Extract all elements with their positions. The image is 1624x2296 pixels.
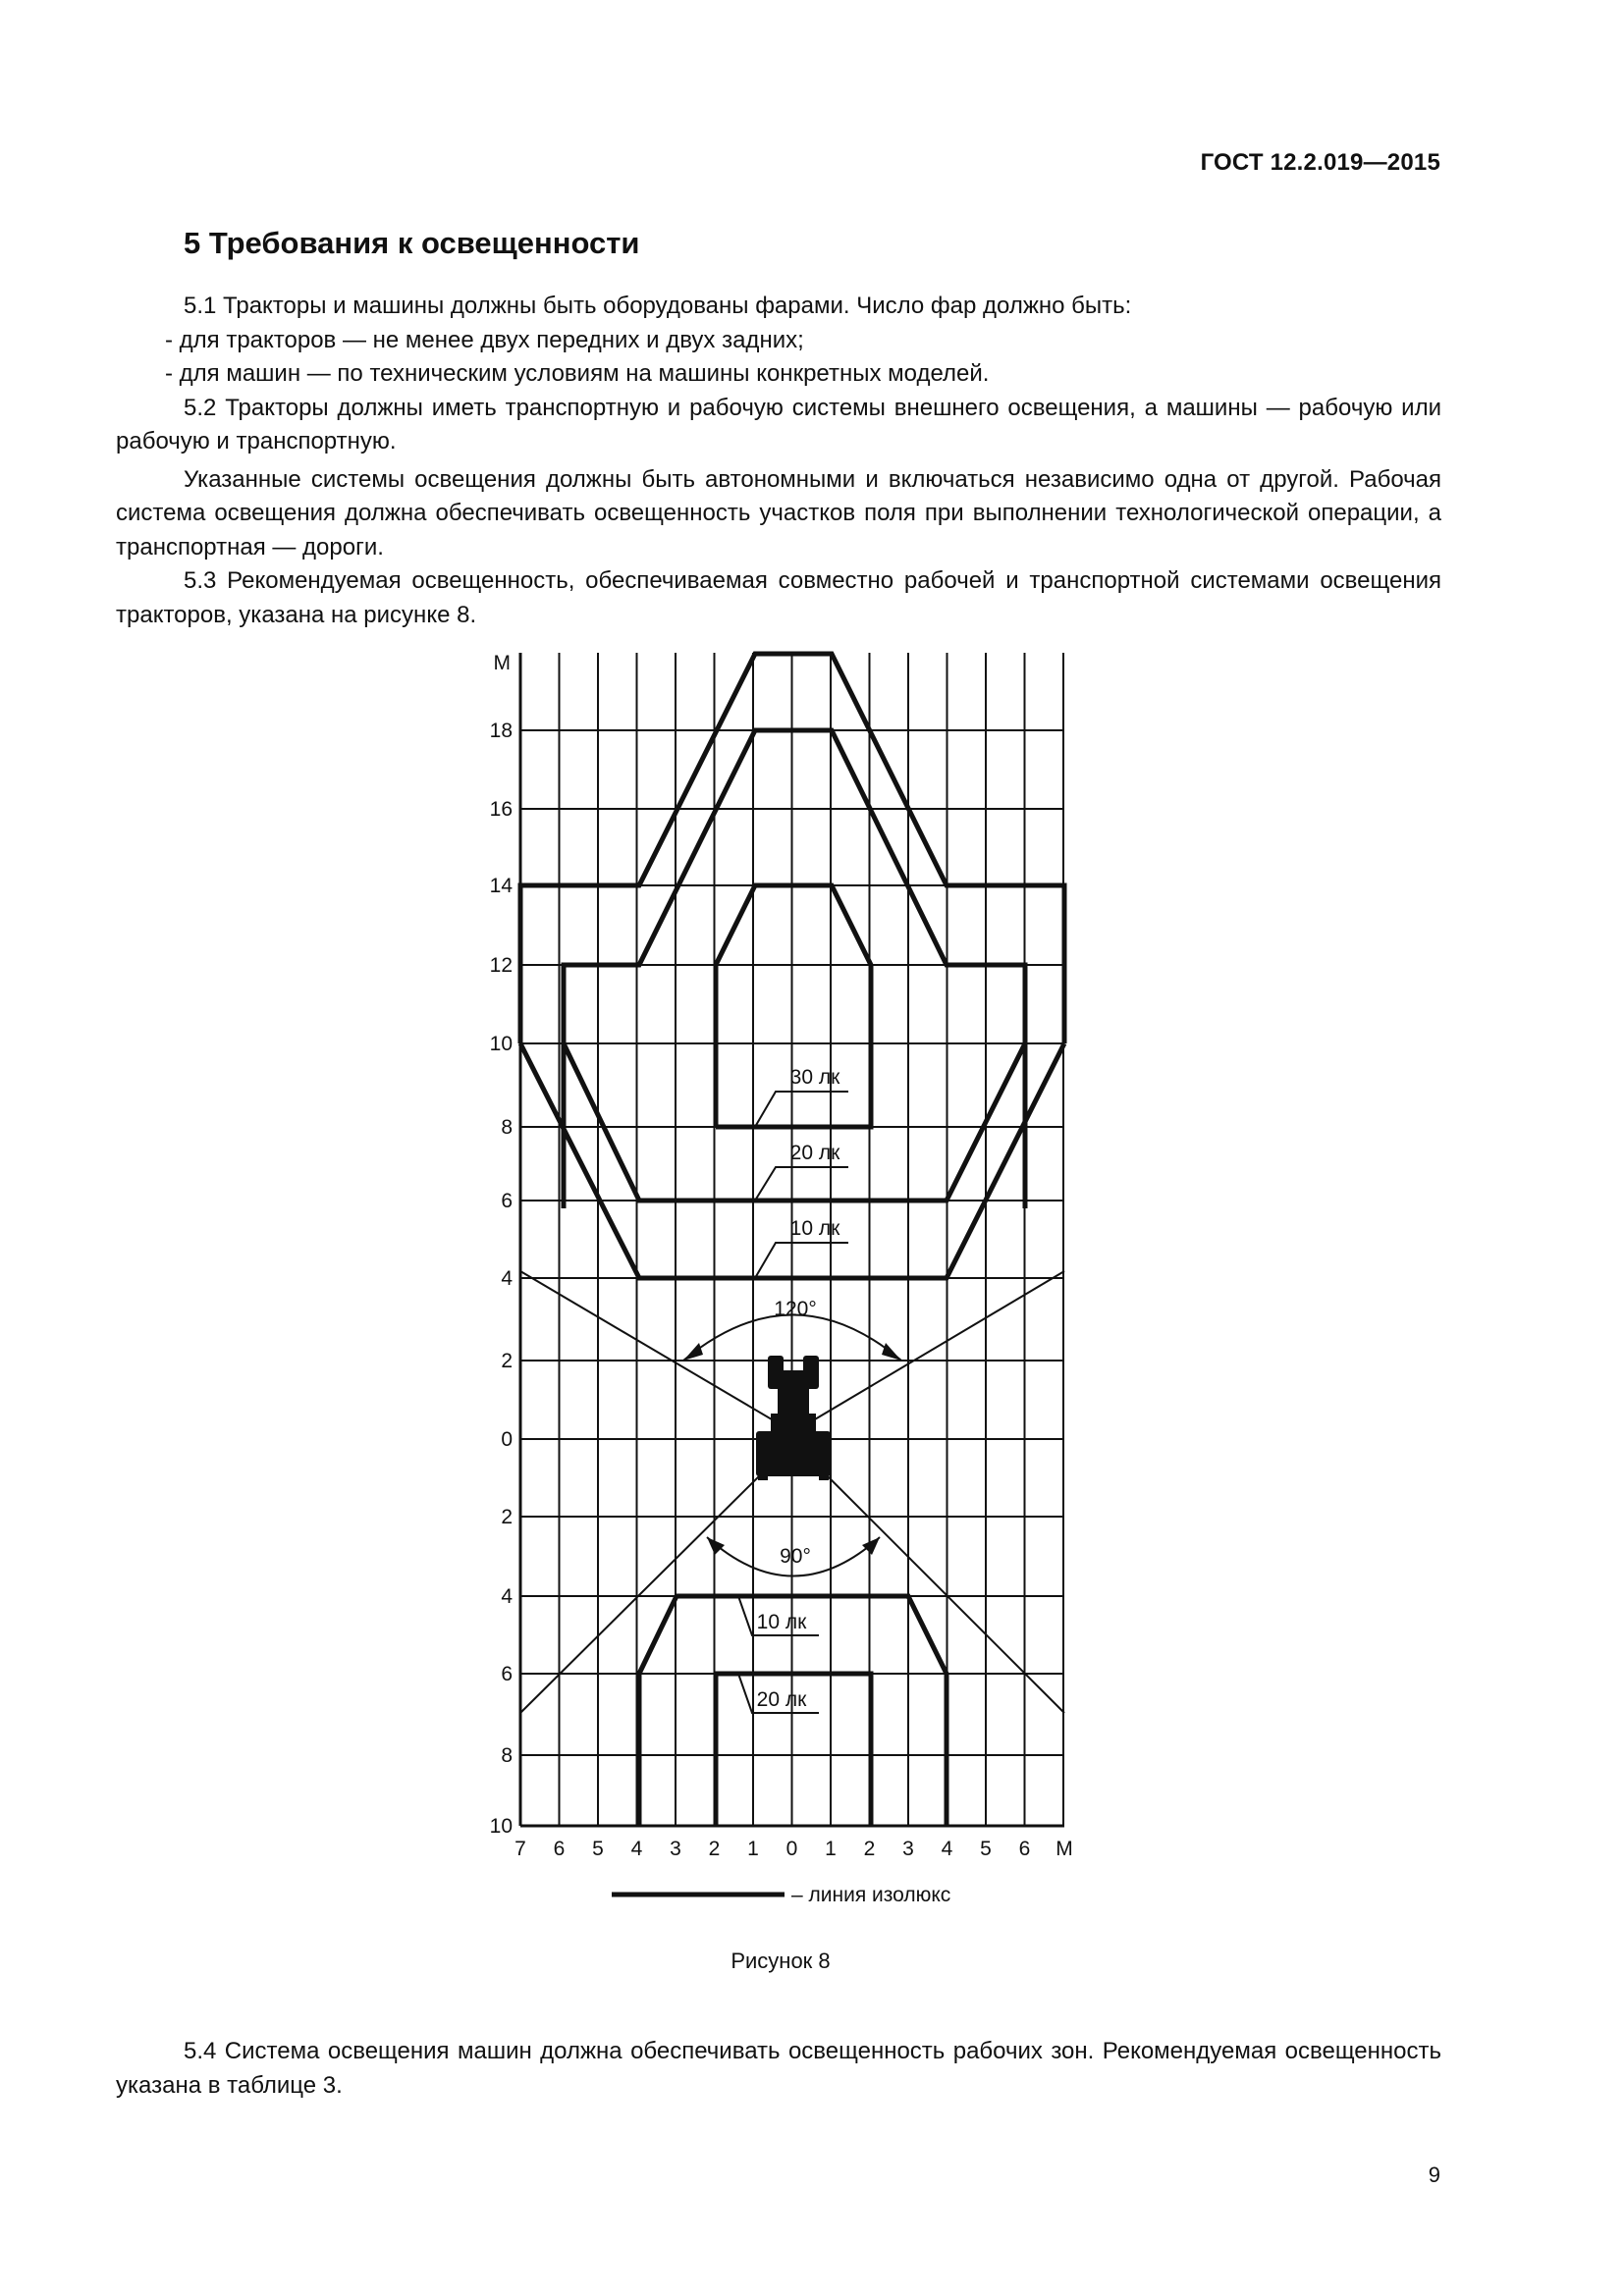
x-unit-label: М xyxy=(1056,1838,1073,1860)
list-item-machines: - для машин — по техническим условиям на машины конкретных моделей. xyxy=(165,360,990,387)
angle-rear-label: 90° xyxy=(780,1545,811,1568)
label-front-20-lux: 20 лк xyxy=(789,1142,840,1164)
x-tick-label: 2 xyxy=(708,1838,721,1860)
paragraph-5-2: 5.2 Тракторы должны иметь транспортную и рабочую системы внешнего освещения, а машины — рабочую или рабочую и транспортную. xyxy=(116,394,1441,454)
y-tick-label: 10 xyxy=(489,1815,513,1838)
y-tick-label: 16 xyxy=(489,798,513,821)
arc-arrowheads xyxy=(683,1343,901,1555)
paragraph-5-3: 5.3 Рекомендуемая освещенность, обеспечиваемая совместно рабочей и транспортной системами освещения тракторов, указана на рисунке 8. xyxy=(116,567,1441,628)
y-tick-label: 6 xyxy=(501,1190,513,1212)
paragraph-autonomous: Указанные системы освещения должны быть автономными и включаться независимо одна от другой. Рабочая система освещения должна обеспечивать освещенность участков поля при выполнении технологической операции, а транспортная — дороги. xyxy=(116,465,1441,561)
x-tick-label: 7 xyxy=(514,1838,526,1860)
isolux-front-outer-lower xyxy=(520,1043,1064,1278)
y-tick-label: 6 xyxy=(501,1663,513,1685)
legend-label: – линия изолюкс xyxy=(791,1884,951,1906)
list-item-tractors: - для тракторов — не менее двух передних и двух задних; xyxy=(165,326,804,353)
x-tick-label: 0 xyxy=(785,1838,798,1860)
isolux-front-middle-lower xyxy=(564,1043,1025,1201)
y-tick-label: 8 xyxy=(501,1744,513,1767)
paragraph-5-1: 5.1 Тракторы и машины должны быть оборудованы фарами. Число фар должно быть: xyxy=(184,293,1132,319)
label-rear-10-lux: 10 лк xyxy=(756,1611,807,1633)
y-unit-label: М xyxy=(493,652,511,674)
y-tick-label: 4 xyxy=(501,1585,513,1608)
x-tick-labels xyxy=(514,1838,1030,1860)
y-tick-label: 2 xyxy=(501,1506,513,1528)
page-number: 9 xyxy=(1428,2163,1440,2187)
body-text xyxy=(116,290,1441,632)
label-front-30-lux: 30 лк xyxy=(789,1066,840,1089)
x-tick-label: 4 xyxy=(630,1838,643,1860)
y-tick-label: 18 xyxy=(489,720,513,742)
isolux-rear-20 xyxy=(716,1674,871,1826)
x-tick-label: 6 xyxy=(553,1838,566,1860)
y-tick-labels xyxy=(490,720,514,1838)
angle-lines xyxy=(520,1271,1064,1713)
standard-code: ГОСТ 12.2.019—2015 xyxy=(1200,149,1440,176)
x-tick-label: 1 xyxy=(747,1838,759,1860)
x-tick-label: 1 xyxy=(825,1838,837,1860)
x-tick-label: 3 xyxy=(902,1838,914,1860)
y-tick-label: 10 xyxy=(489,1033,513,1055)
isolux-front-middle xyxy=(564,730,1025,1208)
y-tick-label: 2 xyxy=(501,1350,513,1372)
tractor-icon xyxy=(756,1356,831,1480)
y-tick-label: 12 xyxy=(489,954,513,977)
isolux-front-outer xyxy=(520,654,1064,1043)
grid xyxy=(520,653,1064,1826)
x-tick-label: 5 xyxy=(592,1838,604,1860)
body-text-after xyxy=(116,2035,1441,2103)
angle-arcs xyxy=(683,1315,901,1576)
isolux-lines xyxy=(520,654,1064,1826)
label-front-10-lux: 10 лк xyxy=(789,1217,840,1240)
y-tick-label: 14 xyxy=(489,875,513,897)
x-tick-label: 4 xyxy=(941,1838,953,1860)
y-tick-label: 0 xyxy=(501,1428,513,1451)
isolux-front-inner xyxy=(716,885,871,1127)
y-tick-label: 8 xyxy=(501,1116,513,1139)
x-tick-label: 3 xyxy=(670,1838,681,1860)
x-tick-label: 6 xyxy=(1018,1838,1031,1860)
x-tick-label: 5 xyxy=(980,1838,992,1860)
angle-front-label: 120° xyxy=(774,1298,817,1320)
isolux-rear-10 xyxy=(639,1596,947,1826)
figure-caption: Рисунок 8 xyxy=(731,1949,831,1973)
label-rear-20-lux: 20 лк xyxy=(756,1688,807,1711)
section-title: 5 Требования к освещенности xyxy=(184,226,640,260)
x-tick-label: 2 xyxy=(863,1838,876,1860)
y-tick-label: 4 xyxy=(501,1267,513,1290)
paragraph-5-4: 5.4 Система освещения машин должна обеспечивать освещенность рабочих зон. Рекомендуемая освещенность указана в таблице 3. xyxy=(116,2038,1441,2099)
label-leaders xyxy=(738,1092,848,1713)
